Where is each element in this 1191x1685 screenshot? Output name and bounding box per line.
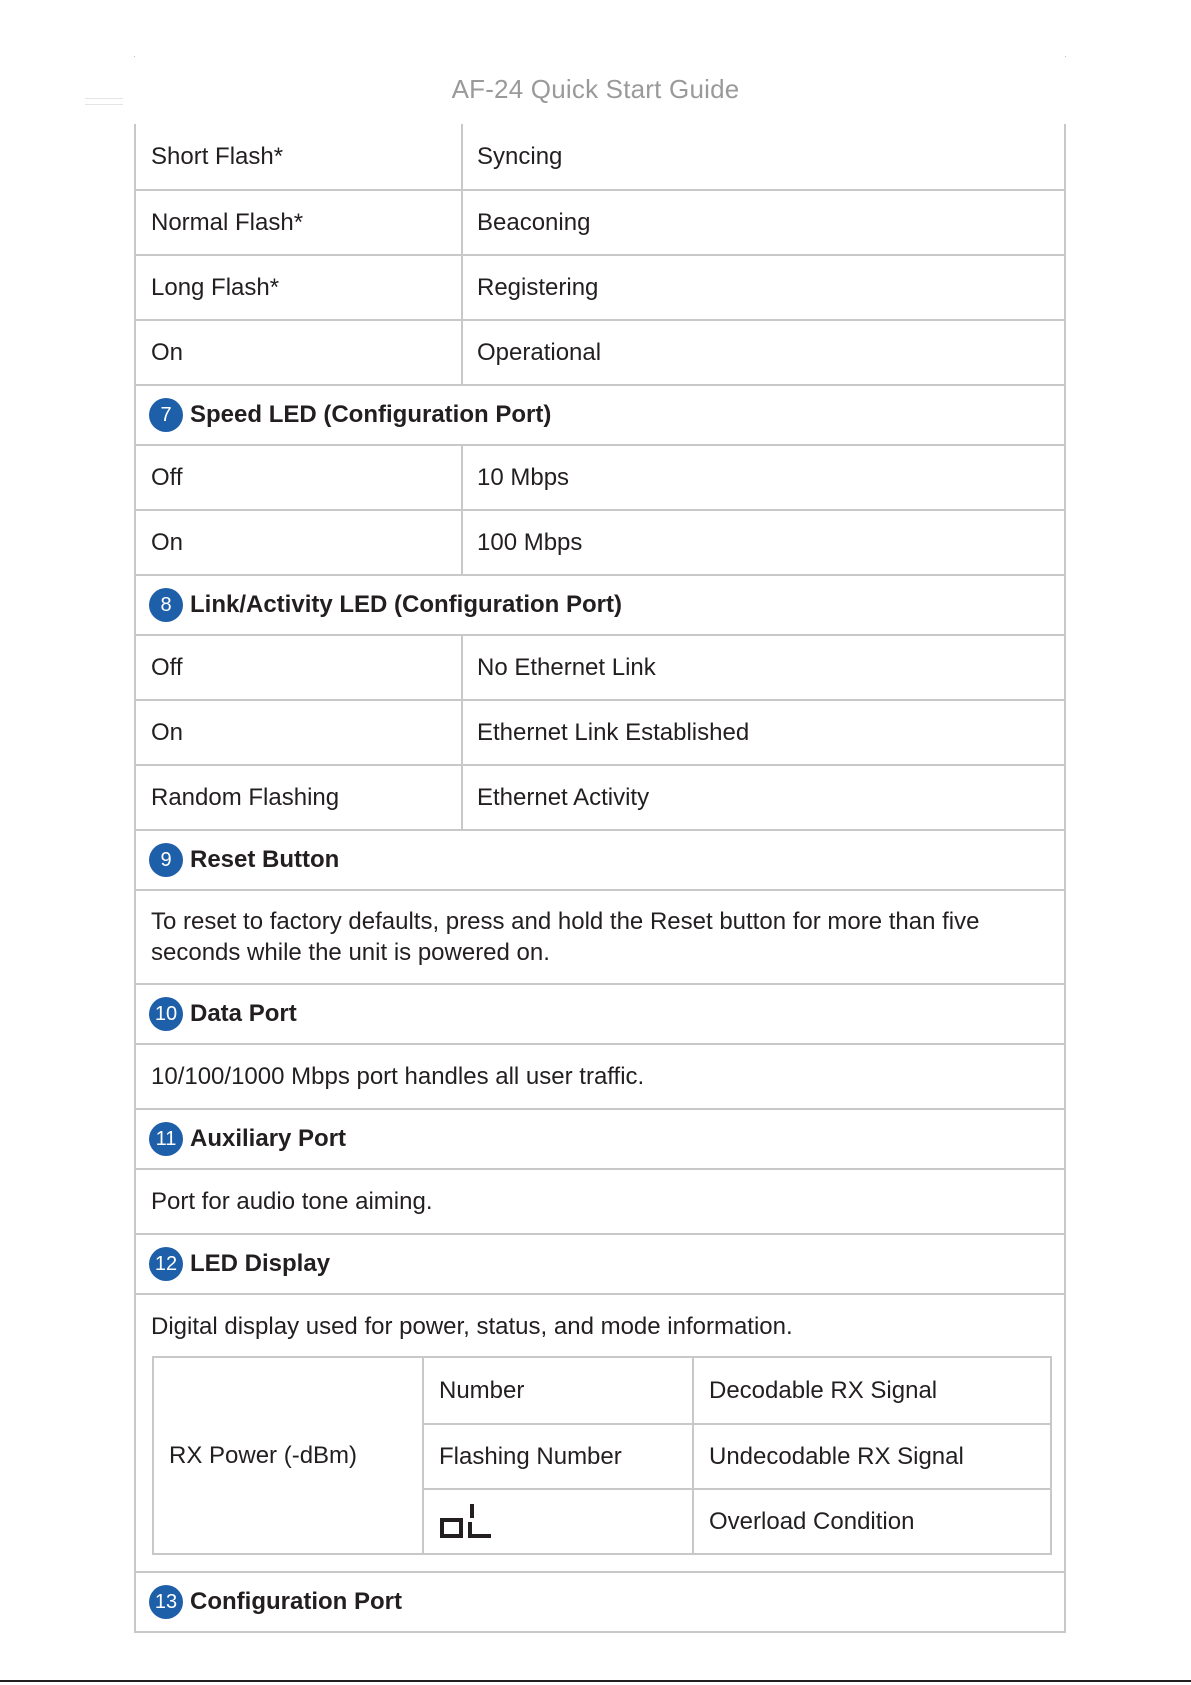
led-state: Normal Flash* bbox=[136, 191, 463, 254]
led-state: Short Flash* bbox=[136, 124, 463, 189]
section-header-reset-button bbox=[136, 829, 1064, 889]
rx-power-label: RX Power (-dBm) bbox=[154, 1358, 424, 1553]
section-title: Speed LED (Configuration Port) bbox=[190, 401, 552, 428]
section-header-auxiliary-port bbox=[136, 1108, 1064, 1168]
led-meaning: Ethernet Activity bbox=[477, 783, 650, 811]
section-description bbox=[136, 1293, 1064, 1571]
rx-power-table bbox=[152, 1356, 1052, 1555]
crop-mark bbox=[134, 56, 135, 57]
table-row bbox=[136, 254, 1064, 319]
section-title: Configuration Port bbox=[190, 1588, 402, 1615]
table-row bbox=[136, 699, 1064, 764]
section-description bbox=[136, 889, 1064, 983]
led-meaning: Syncing bbox=[477, 142, 563, 170]
bottom-rule bbox=[0, 1680, 1191, 1682]
number-badge: 12 bbox=[149, 1247, 183, 1281]
display-meaning: Undecodable RX Signal bbox=[709, 1443, 964, 1470]
table-row bbox=[424, 1358, 1050, 1423]
section-description bbox=[136, 1168, 1064, 1233]
section-title: Link/Activity LED (Configuration Port) bbox=[190, 591, 622, 618]
number-badge: 9 bbox=[149, 843, 183, 877]
section-title: Auxiliary Port bbox=[190, 1125, 347, 1152]
number-badge: 8 bbox=[149, 588, 183, 622]
section-title: Reset Button bbox=[190, 846, 340, 873]
led-state: On bbox=[136, 511, 463, 574]
margin-mark bbox=[85, 98, 123, 105]
display-value: Flashing Number bbox=[424, 1425, 694, 1488]
section-title: Data Port bbox=[190, 1000, 297, 1027]
table-row bbox=[136, 444, 1064, 509]
section-title: LED Display bbox=[190, 1250, 331, 1277]
led-state: Off bbox=[136, 636, 463, 699]
number-badge: 11 bbox=[149, 1122, 183, 1156]
auxiliary-port-description: Port for audio tone aiming. bbox=[151, 1188, 433, 1215]
display-meaning: Overload Condition bbox=[709, 1508, 915, 1535]
display-value: Number bbox=[424, 1358, 694, 1423]
number-badge: 10 bbox=[149, 997, 183, 1031]
section-header-link-led bbox=[136, 574, 1064, 634]
section-header-speed-led bbox=[136, 384, 1064, 444]
reset-description: To reset to factory defaults, press and hold the Reset button for more than five seconds while the unit is powered on. bbox=[151, 908, 980, 966]
led-state: Long Flash* bbox=[136, 256, 463, 319]
display-meaning: Decodable RX Signal bbox=[709, 1377, 938, 1404]
ol-segment-icon bbox=[439, 1502, 493, 1542]
number-badge: 7 bbox=[149, 398, 183, 432]
led-meaning: Ethernet Link Established bbox=[477, 718, 750, 746]
led-display-description: Digital display used for power, status, and mode information. bbox=[151, 1313, 793, 1340]
display-value bbox=[424, 1490, 694, 1553]
section-description bbox=[136, 1043, 1064, 1108]
table-row bbox=[136, 189, 1064, 254]
led-meaning: No Ethernet Link bbox=[477, 653, 656, 681]
table-row bbox=[136, 319, 1064, 384]
table-row bbox=[424, 1488, 1050, 1553]
led-meaning: Beaconing bbox=[477, 208, 591, 236]
table-row bbox=[136, 124, 1064, 189]
table-row bbox=[136, 634, 1064, 699]
section-header-data-port bbox=[136, 983, 1064, 1043]
page-title: AF-24 Quick Start Guide bbox=[451, 74, 740, 104]
crop-mark bbox=[1065, 56, 1066, 57]
table-row bbox=[136, 509, 1064, 574]
led-state: On bbox=[136, 321, 463, 384]
data-port-description: 10/100/1000 Mbps port handles all user traffic. bbox=[151, 1063, 645, 1090]
led-state: Random Flashing bbox=[136, 766, 463, 829]
led-meaning: Registering bbox=[477, 273, 599, 301]
section-header-led-display bbox=[136, 1233, 1064, 1293]
led-state: Off bbox=[136, 446, 463, 509]
section-header-configuration-port bbox=[136, 1571, 1064, 1631]
table-row bbox=[424, 1423, 1050, 1488]
led-meaning: 10 Mbps bbox=[477, 463, 570, 491]
led-meaning: Operational bbox=[477, 338, 602, 366]
rx-power-rows bbox=[424, 1358, 1050, 1553]
led-meaning: 100 Mbps bbox=[477, 528, 583, 556]
number-badge: 13 bbox=[149, 1585, 183, 1619]
led-status-table bbox=[134, 124, 1066, 1633]
led-state: On bbox=[136, 701, 463, 764]
table-row bbox=[136, 764, 1064, 829]
